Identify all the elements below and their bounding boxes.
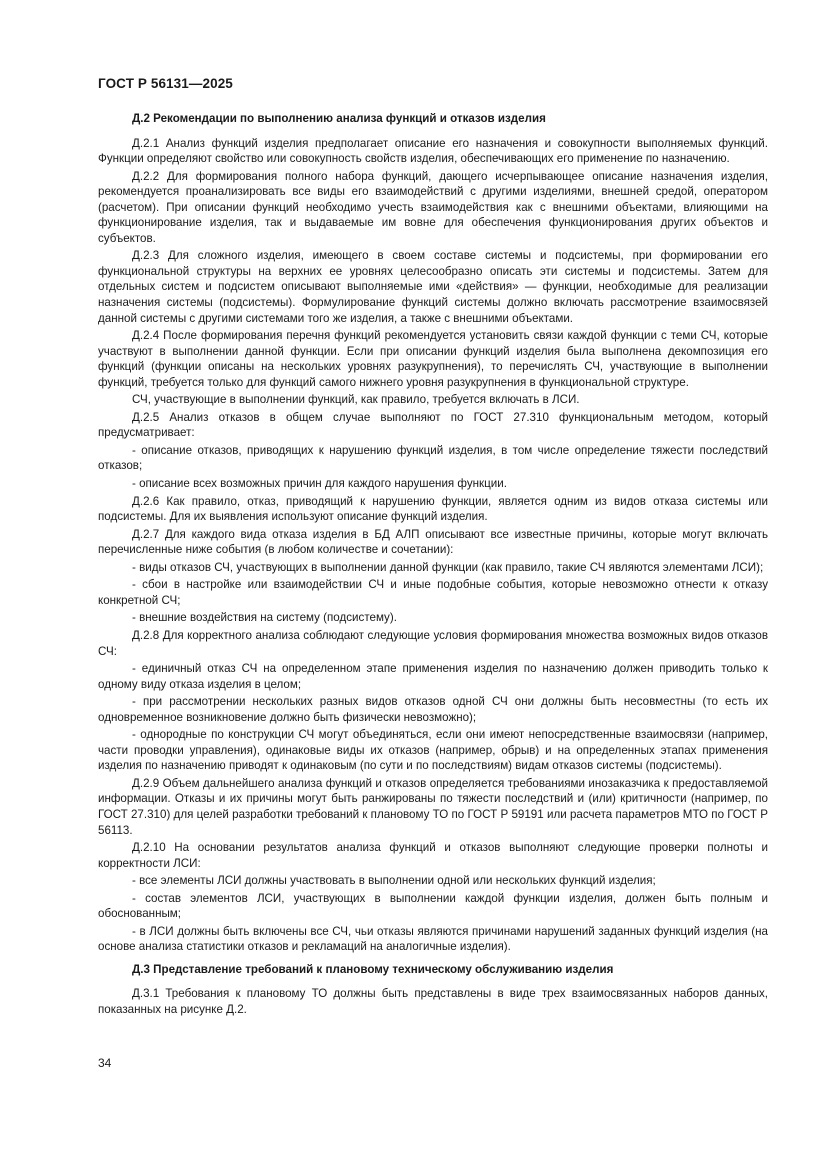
list-item: - описание отказов, приводящих к нарушению функций изделия, в том числе определение тяжести последствий отказов; — [98, 443, 768, 473]
paragraph-d2-3: Д.2.3 Для сложного изделия, имеющего в своем составе системы и подсистемы, при формировании его функциональной структуры на верхних ее уровнях целесообразно описать эти системы и подсистемы. Затем для отдельных систем и подсистем описывают выполняемые ими «действия» — функции, необходимые для реализации назначения системы (подсистемы). Формулирование функций системы должно включать рассмотрение взаимосвязей данной системы с другими системами того же изделия, а также с внешними объектами. — [98, 249, 768, 325]
paragraph-d2-6: Д.2.6 Как правило, отказ, приводящий к нарушению функции, является одним из видов отказа системы или подсистемы. Для их выявления используют описание функций изделия. — [98, 494, 768, 524]
list-item: - виды отказов СЧ, участвующих в выполнении данной функции (как правило, такие СЧ являются элементами ЛСИ); — [132, 560, 764, 574]
list-item: - при рассмотрении нескольких разных видов отказов одной СЧ они должны быть несовместны (то есть их одновременное возникновение должно быть физически невозможно); — [98, 695, 768, 724]
document-body — [98, 111, 768, 1020]
paragraph-d2-9: Д.2.9 Объем дальнейшего анализа функций и отказов определяется требованиями инозаказчика к предоставляемой информации. Отказы и их причины могут быть ранжированы по тяжести последствий и (или) критичности (например, по ГОСТ 27.310) для целей разработки требований к плановому ТО по ГОСТ Р 59191 или расчета параметров МТО по ГОСТ Р 56113. — [98, 776, 768, 837]
paragraph-sch-lsi: СЧ, участвующие в выполнении функций, как правило, требуется включать в ЛСИ. — [132, 393, 580, 407]
paragraph-d3-1: Д.3.1 Требования к плановому ТО должны быть представлены в виде трех взаимосвязанных наборов данных, показанных на рисунке Д.2. — [98, 987, 768, 1016]
paragraph-d2-2: Д.2.2 Для формирования полного набора функций, дающего исчерпывающее описание назначения изделия, рекомендуется проанализировать все виды его взаимодействий с другими изделиями, внешней средой, оператором (расчетом). При описании функций необходимо учесть взаимодействия как с внешними объектами, влияющими на функционирование изделия, так и выдаваемые им вовне для обеспечения функционирования других объектов и субъектов. — [98, 169, 768, 245]
list-item: - сбои в настройке или взаимодействии СЧ и иные подобные события, которые невозможно отнести к отказу конкретной СЧ; — [98, 578, 768, 607]
list-item: - все элементы ЛСИ должны участвовать в выполнении одной или нескольких функций изделия; — [132, 874, 656, 888]
list-item: - однородные по конструкции СЧ могут объединяться, если они имеют непосредственные взаимосвязи (например, части проводки управления), одинаковые виды их отказов (например, обрыв) и на определенных этапах применения изделия по назначению приводят к одинаковым (по сути и по последствиям) видам отказов системы (подсистемы). — [98, 728, 768, 773]
section-heading-d2: Д.2 Рекомендации по выполнению анализа функций и отказов изделия — [132, 112, 546, 125]
list-item: - описание всех возможных причин для каждого нарушения функции. — [132, 477, 507, 491]
paragraph-d2-5: Д.2.5 Анализ отказов в общем случае выполняют по ГОСТ 27.310 функциональным методом, который предусматривает: — [98, 410, 768, 440]
paragraph-d2-7: Д.2.7 Для каждого вида отказа изделия в БД АЛП описывают все известные причины, которые могут включать перечисленные ниже события (в любом количестве и сочетании): — [98, 527, 768, 557]
paragraph-d2-10: Д.2.10 На основании результатов анализа функций и отказов выполняют следующие проверки полноты и корректности ЛСИ: — [98, 841, 768, 870]
list-item: - единичный отказ СЧ на определенном этапе применения изделия по назначению должен приводить только к одному виду отказа изделия в целом; — [98, 662, 768, 691]
list-item: - в ЛСИ должны быть включены все СЧ, чьи отказы являются причинами нарушений заданных функций изделия (на основе анализа статистики отказов и рекламаций на аналогичные изделия). — [98, 924, 768, 954]
list-item: - состав элементов ЛСИ, участвующих в выполнении каждой функции изделия, должен быть полным и обоснованным; — [98, 891, 768, 921]
paragraph-d2-8: Д.2.8 Для корректного анализа соблюдают следующие условия формирования множества возможных видов отказов СЧ: — [98, 628, 768, 658]
paragraph-d2-1: Д.2.1 Анализ функций изделия предполагает описание его назначения и совокупности выполняемых функций. Функции определяют свойство или совокупность свойств изделия, обеспечивающих его применение по назначению. — [98, 136, 768, 166]
page-number: 34 — [98, 1056, 112, 1070]
paragraph-d2-4: Д.2.4 После формирования перечня функций рекомендуется установить связи каждой функции с теми СЧ, которые участвуют в выполнении данной функции. Если при описании функций изделия была выполнена декомпозиция его функций (функции описаны на нескольких уровнях разукрупнения), то перечислять СЧ, участвующие в выполнении функций, требуется только для функций самого нижнего уровня разукрупнения в функциональной структуре. — [98, 329, 768, 389]
section-heading-d3: Д.3 Представление требований к плановому техническому обслуживанию изделия — [132, 962, 614, 976]
list-item: - внешние воздействия на систему (подсистему). — [132, 611, 397, 625]
document-code-header: ГОСТ Р 56131—2025 — [98, 76, 233, 91]
